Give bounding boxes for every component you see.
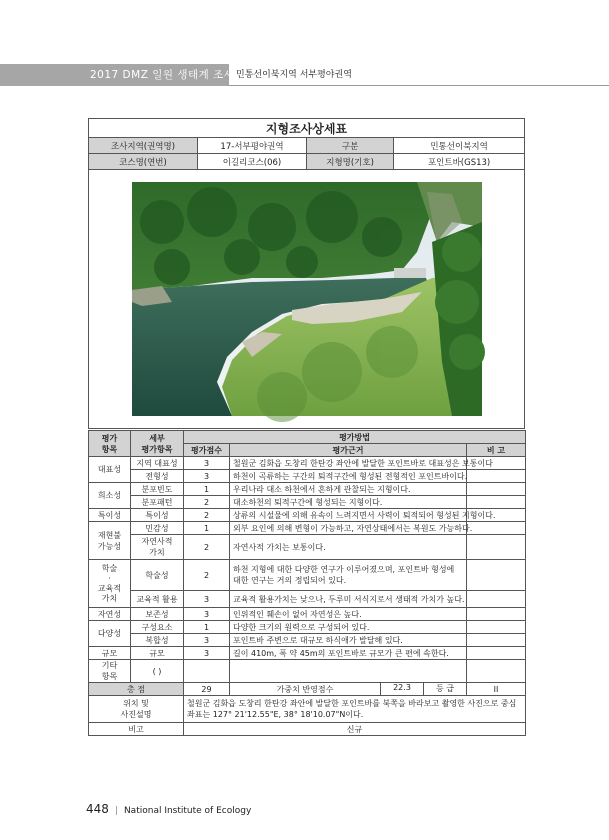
eval-score: 3 xyxy=(184,457,230,470)
photo-cell xyxy=(89,170,525,429)
note-label: 비고 xyxy=(89,723,184,736)
eval-basis: 하천이 곡류하는 구간의 퇴적구간에 형성된 전형적인 포인트바이다. xyxy=(230,470,467,483)
table-row xyxy=(89,647,526,660)
eval-subitem: 지역 대표성 xyxy=(131,457,184,470)
total-value: 29 xyxy=(184,683,230,696)
header-score: 평가점수 xyxy=(184,444,230,457)
eval-score: 3 xyxy=(184,647,230,660)
eval-basis: 하천 지형에 대한 다양한 연구가 이루어졌으며, 포인트바 형성에 대한 연구는 거의 정립되어 있다. xyxy=(230,560,467,591)
total-row xyxy=(89,683,526,696)
region-value: 17-서부평야권역 xyxy=(198,138,307,154)
eval-score: 3 xyxy=(184,634,230,647)
eval-item: 규모 xyxy=(89,647,131,660)
eval-item: 자연성 xyxy=(89,608,131,621)
header-item: 평가 항목 xyxy=(89,431,131,457)
eval-subitem: 규모 xyxy=(131,647,184,660)
landform-value: 포인트바(GS13) xyxy=(394,154,525,170)
eval-basis: 상류의 시설물에 의해 유속이 느려지면서 사력이 퇴적되어 형성된 지형이다. xyxy=(230,509,467,522)
other-basis xyxy=(230,660,467,683)
eval-basis: 우리나라 대소 하천에서 흔하게 관찰되는 지형이다. xyxy=(230,483,467,496)
eval-subitem: 민감성 xyxy=(131,522,184,535)
eval-subitem: 특이성 xyxy=(131,509,184,522)
weighted-value xyxy=(381,683,467,696)
header-basis: 평가근거 xyxy=(230,444,467,457)
table-row xyxy=(89,522,526,535)
course-label: 코스명(연번) xyxy=(89,154,198,170)
eval-basis: 길이 410m, 폭 약 45m의 포인트바로 규모가 큰 편에 속한다. xyxy=(230,647,467,660)
table-row xyxy=(89,509,526,522)
eval-subitem: 분포빈도 xyxy=(131,483,184,496)
eval-score: 1 xyxy=(184,522,230,535)
landform-photo xyxy=(132,182,482,416)
eval-item: 특이성 xyxy=(89,509,131,522)
eval-note xyxy=(467,483,526,496)
eval-basis: 철원군 김화읍 도창리 한탄강 좌안에 발달한 포인트바로 대표성은 보통이다 xyxy=(230,457,467,470)
form-title: 지형조사상세표 xyxy=(89,119,525,138)
note-value: 신규 xyxy=(184,723,526,736)
region-label: 조사지역(권역명) xyxy=(89,138,198,154)
eval-subitem: 보존성 xyxy=(131,608,184,621)
publisher-name: National Institute of Ecology xyxy=(123,806,252,816)
eval-note xyxy=(467,560,526,591)
eval-basis: 다양한 크기의 원력으로 구성되어 있다. xyxy=(230,621,467,634)
table-row xyxy=(89,621,526,634)
category-value: 민통선이북지역 xyxy=(394,138,525,154)
eval-basis: 교육적 활용가치는 낮으나, 두루미 서식지로서 생태적 가치가 높다. xyxy=(230,591,467,608)
eval-score: 2 xyxy=(184,560,230,591)
other-item: 기타 항목 xyxy=(89,660,131,683)
eval-score: 2 xyxy=(184,535,230,560)
eval-subitem: 자연사적 가치 xyxy=(131,535,184,560)
eval-note xyxy=(467,621,526,634)
other-note xyxy=(467,660,526,683)
eval-note xyxy=(467,496,526,509)
eval-item: 재현불 가능성 xyxy=(89,522,131,560)
category-label: 구분 xyxy=(307,138,394,154)
table-row xyxy=(89,660,526,683)
eval-subitem: 학술성 xyxy=(131,560,184,591)
page-number: 448 xyxy=(86,802,109,816)
eval-basis: 포인트바 주변으로 대규모 하식애가 발달해 있다. xyxy=(230,634,467,647)
eval-score: 3 xyxy=(184,470,230,483)
point-bar-photo-image xyxy=(132,182,482,416)
grade-label: 등 급 xyxy=(423,683,466,695)
eval-subitem: 분포패턴 xyxy=(131,496,184,509)
table-row xyxy=(89,608,526,621)
location-row xyxy=(89,696,526,723)
series-title: 2017 DMZ 일원 생태계 조사 xyxy=(90,69,235,81)
location-text: 철원군 김화읍 도창리 한탄강 좌안에 발달한 포인트바를 북쪽을 바라보고 촬영한 사진으로 중심좌표는 127° 21'12.55"E, 38° 18'10.07"N이다. xyxy=(184,696,526,723)
weighted-score: 22.3 xyxy=(393,683,411,692)
table-row xyxy=(89,535,526,560)
running-header xyxy=(0,64,609,86)
eval-note xyxy=(467,647,526,660)
evaluation-table xyxy=(88,430,526,736)
eval-basis: 자연사적 가치는 보통이다. xyxy=(230,535,467,560)
eval-basis: 대소하천의 퇴적구간에 형성되는 지형이다. xyxy=(230,496,467,509)
eval-item: 학술 · 교육적 가치 xyxy=(89,560,131,608)
table-row xyxy=(89,496,526,509)
table-row xyxy=(89,470,526,483)
location-label: 위치 및 사진설명 xyxy=(89,696,184,723)
eval-subitem: 복합성 xyxy=(131,634,184,647)
note-row xyxy=(89,723,526,736)
total-label: 총 점 xyxy=(89,683,184,696)
eval-basis: 인위적인 훼손이 없어 자연성은 높다. xyxy=(230,608,467,621)
header-note: 비 고 xyxy=(467,444,526,457)
eval-item: 다양성 xyxy=(89,621,131,647)
eval-subitem: 구성요소 xyxy=(131,621,184,634)
header-rule xyxy=(229,85,609,86)
eval-subitem: 전형성 xyxy=(131,470,184,483)
landform-label: 지형명(기호) xyxy=(307,154,394,170)
table-row xyxy=(89,634,526,647)
eval-subitem: 교육적 활용 xyxy=(131,591,184,608)
eval-note xyxy=(467,470,526,483)
eval-note xyxy=(467,535,526,560)
survey-info-table xyxy=(88,118,525,429)
other-subitem: ( ) xyxy=(131,660,184,683)
eval-score: 1 xyxy=(184,621,230,634)
section-title: 민통선이북지역 서부평야권역 xyxy=(236,70,352,80)
footer-separator: | xyxy=(114,806,118,816)
eval-score: 1 xyxy=(184,483,230,496)
eval-note xyxy=(467,591,526,608)
grade-value: II xyxy=(467,683,526,696)
eval-score: 2 xyxy=(184,496,230,509)
weighted-label: 가중치 반영점수 xyxy=(230,683,381,696)
table-row xyxy=(89,457,526,470)
table-row xyxy=(89,560,526,591)
eval-basis: 외부 요인에 의해 변형이 가능하고, 자연상태에서는 복원도 가능하다. xyxy=(230,522,467,535)
eval-score: 2 xyxy=(184,509,230,522)
eval-item: 희소성 xyxy=(89,483,131,509)
eval-note xyxy=(467,522,526,535)
eval-item: 대표성 xyxy=(89,457,131,483)
other-score xyxy=(184,660,230,683)
eval-score: 3 xyxy=(184,591,230,608)
eval-note xyxy=(467,608,526,621)
header-subitem: 세부 평가항목 xyxy=(131,431,184,457)
course-value: 이길리코스(06) xyxy=(198,154,307,170)
table-row xyxy=(89,591,526,608)
eval-score: 3 xyxy=(184,608,230,621)
eval-note xyxy=(467,634,526,647)
page-footer xyxy=(86,802,251,816)
header-method: 평가방법 xyxy=(184,431,526,444)
table-row xyxy=(89,483,526,496)
